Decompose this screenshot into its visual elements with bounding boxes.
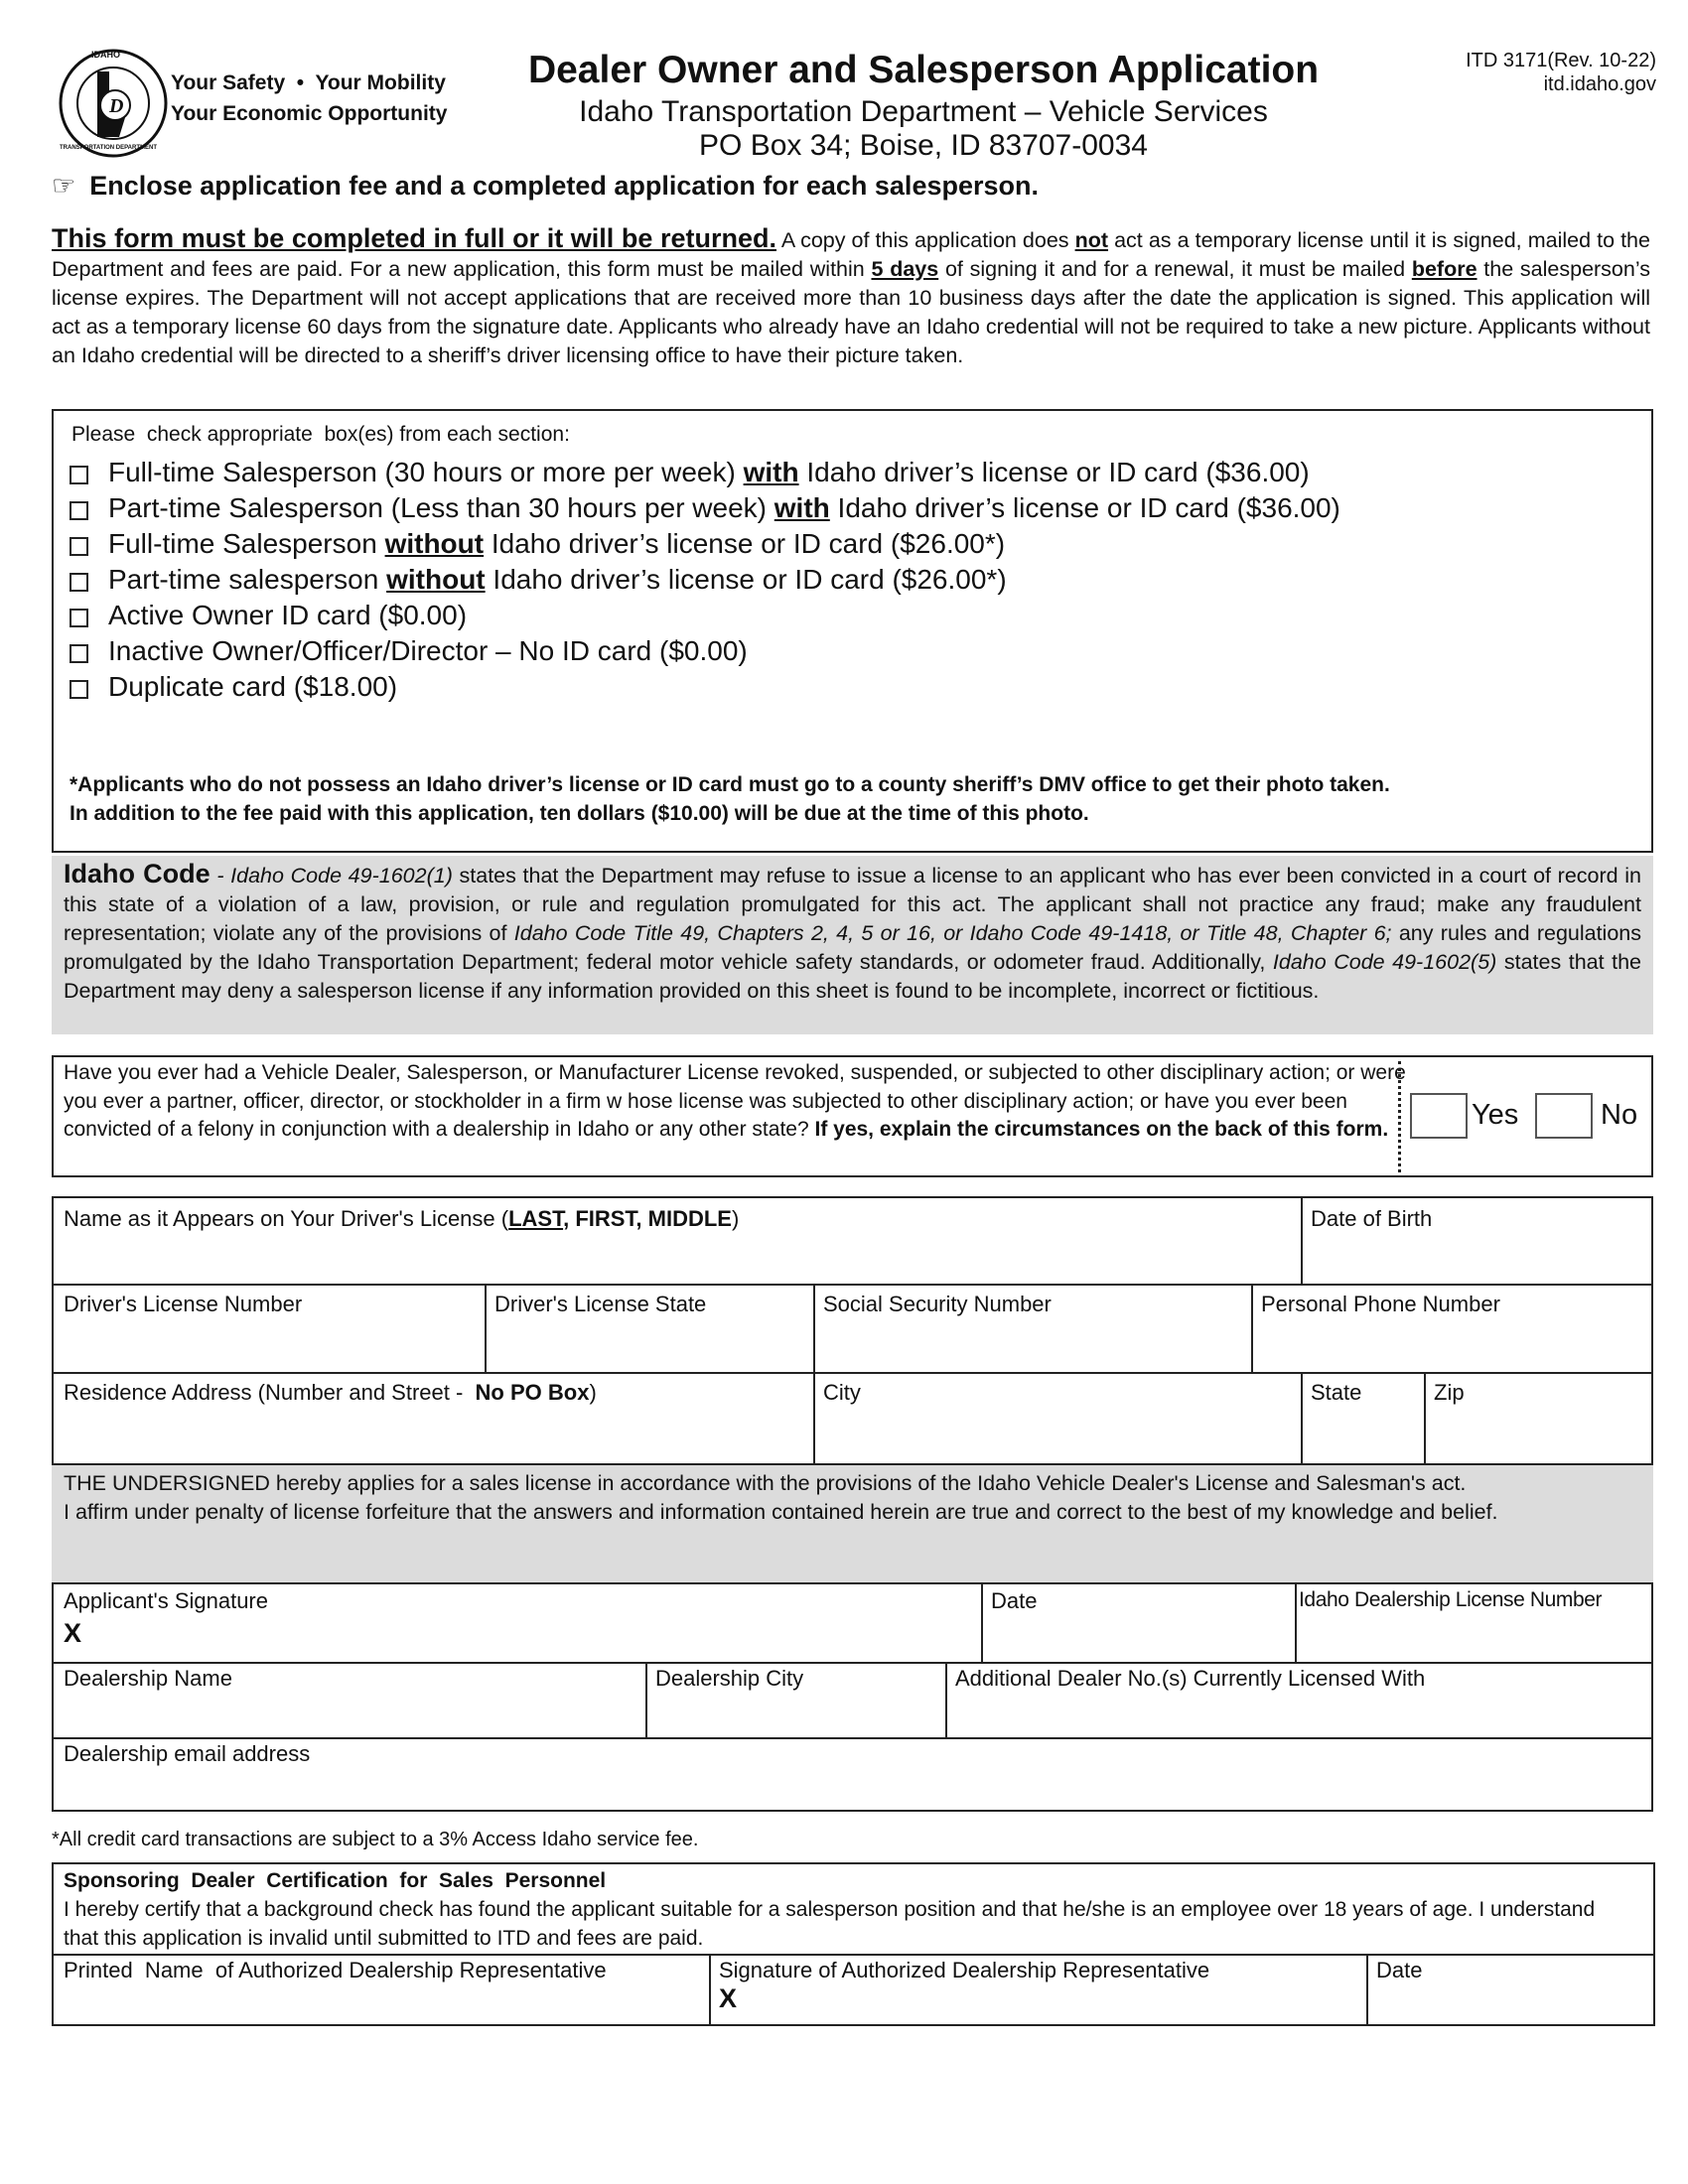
intro-before: before (1411, 257, 1477, 281)
options-list (70, 455, 1340, 705)
pointing-hand-icon: ☞ (52, 171, 76, 201)
intro-p2: act as a temporary license until it is signed, mailed to the Department and fees are paid. For a new application, this form must be mailed within (52, 228, 1650, 281)
option-emphasis: with (774, 492, 830, 523)
tagline-line1: Your Safety • Your Mobility (171, 71, 446, 94)
idaho-code-dash: - (210, 864, 231, 887)
city-label: City (823, 1380, 861, 1405)
address-field[interactable] (54, 1372, 813, 1463)
option-fulltime-without-license[interactable] (70, 526, 1340, 562)
idaho-code-cite3: Idaho Code 49-1602(5) (1272, 950, 1497, 974)
dealership-email-field[interactable] (54, 1737, 1651, 1810)
enclose-note-text: Enclose application fee and a completed application for each salesperson. (89, 171, 1039, 201)
representative-x-mark: X (719, 1983, 738, 2013)
checkbox[interactable] (70, 466, 88, 484)
intro-p4: the salesperson’s license expires. The Department will not accept applications that are received more than 10 business days after the date the application is signed. This application will act as a temporary license 60 days from the signature date. Applicants who already have an Idaho credential will not be required to take a new picture. Applicants without an Idaho credential will be directed to a sheriff’s driver licensing office to have their picture taken. (52, 257, 1650, 367)
option-text: Idaho driver’s license or ID card ($36.00) (829, 492, 1340, 523)
additional-dealer-label: Additional Dealer No.(s) Currently Licensed With (955, 1666, 1426, 1691)
intro-p3: of signing it and for a renewal, it must be mailed (938, 257, 1412, 281)
option-text: Active Owner ID card ($0.00) (108, 600, 468, 630)
idaho-code-text2: any rules and regulations promulgated by the Idaho Transportation Department; federal motor vehicle safety standards, or odometer fraud. Additionally, (64, 921, 1642, 974)
name-label: Name as it Appears on Your Driver's License ( (64, 1206, 509, 1231)
printed-name-label: Printed Name of Authorized Dealership Representative (64, 1958, 607, 1982)
intro-paragraph (52, 224, 1650, 370)
option-emphasis: without (386, 564, 486, 595)
checkbox[interactable] (70, 644, 88, 663)
applicant-signature-field[interactable] (54, 1584, 981, 1662)
signature-date-field[interactable] (981, 1584, 1295, 1662)
signature-grid (52, 1582, 1653, 1812)
ssn-label: Social Security Number (823, 1292, 1052, 1316)
credit-card-fee-note: *All credit card transactions are subject to a 3% Access Idaho service fee. (52, 1829, 699, 1850)
yes-checkbox[interactable] (1410, 1093, 1468, 1139)
intro-not: not (1074, 228, 1109, 252)
dl-number-field[interactable] (54, 1284, 485, 1372)
logo-text-bottom: TRANSPORTATION DEPARTMENT (60, 145, 157, 151)
option-text: Part-time Salesperson (Less than 30 hours per week) (108, 492, 774, 523)
phone-field[interactable] (1251, 1284, 1651, 1372)
page-subtitle: Idaho Transportation Department – Vehicle Services (579, 95, 1268, 128)
name-label-rest: , FIRST, MIDDLE (563, 1206, 732, 1231)
address-label-bold: No PO Box (475, 1380, 590, 1405)
representative-date-label: Date (1376, 1958, 1423, 1982)
options-footnote (70, 770, 1390, 828)
option-parttime-without-license[interactable] (70, 562, 1340, 598)
signature-date-label: Date (991, 1588, 1038, 1613)
intro-p1: A copy of this application does (776, 228, 1075, 252)
enclose-note (52, 171, 1039, 202)
dob-label: Date of Birth (1311, 1206, 1433, 1231)
dealership-name-label: Dealership Name (64, 1666, 232, 1691)
question-bold: If yes, explain the circumstances on the back of this form. (814, 1118, 1389, 1141)
itd-logo (58, 48, 169, 159)
option-text: Idaho driver’s license or ID card ($26.00*) (485, 564, 1007, 595)
affirmation-section (52, 1465, 1653, 1582)
zip-label: Zip (1434, 1380, 1465, 1405)
option-active-owner[interactable] (70, 598, 1340, 633)
page-title: Dealer Owner and Salesperson Application (527, 49, 1320, 91)
option-duplicate-card[interactable] (70, 669, 1340, 705)
dl-number-label: Driver's License Number (64, 1292, 303, 1316)
footnote-line2: In addition to the fee paid with this application, ten dollars ($10.00) will be due at the time of this photo. (70, 802, 1089, 825)
option-text: Full-time Salesperson (30 hours or more per week) (108, 457, 744, 487)
name-field[interactable] (54, 1198, 1301, 1284)
idaho-code-text3: states that the Department may deny a salesperson license if any information provided on this sheet is found to be incomplete, incorrect or fictitious. (64, 950, 1641, 1003)
checkbox[interactable] (70, 573, 88, 592)
applicant-info-grid (52, 1196, 1653, 1465)
option-text: Part-time salesperson (108, 564, 387, 595)
printed-name-field[interactable] (54, 1954, 709, 2024)
website: itd.idaho.gov (1543, 73, 1656, 95)
idaho-code-section (52, 856, 1653, 1034)
footnote-line1: *Applicants who do not possess an Idaho driver’s license or ID card must go to a county sheriff’s DMV office to get their photo taken. (70, 773, 1390, 796)
idaho-code-cite2: Idaho Code Title 49, Chapters 2, 4, 5 or 16, or Idaho Code 49-1418, or Title 48, Chapter 6; (513, 921, 1392, 945)
dealership-city-label: Dealership City (655, 1666, 804, 1691)
address-label: Residence Address (Number and Street - (64, 1380, 476, 1405)
address-label-end: ) (589, 1380, 597, 1405)
representative-signature-label: Signature of Authorized Dealership Representative (719, 1958, 1210, 1982)
representative-date-field[interactable] (1366, 1954, 1653, 2024)
affirm-line1: THE UNDERSIGNED hereby applies for a sales license in accordance with the provisions of the Idaho Vehicle Dealer's License and Salesman's act. (64, 1471, 1467, 1495)
sponsor-certification-section (52, 1862, 1655, 2026)
dealership-email-label: Dealership email address (64, 1741, 311, 1766)
signature-x-mark: X (64, 1618, 82, 1648)
affirm-line2: I affirm under penalty of license forfeiture that the answers and information contained herein are true and correct to the best of my knowledge and belief. (64, 1500, 1498, 1524)
logo-text-top: IDAHO (91, 50, 120, 60)
option-fulltime-with-license[interactable] (70, 455, 1340, 490)
no-label: No (1601, 1099, 1638, 1131)
checkbox[interactable] (70, 680, 88, 699)
option-inactive-owner[interactable] (70, 633, 1340, 669)
checkbox[interactable] (70, 609, 88, 627)
zip-field[interactable] (1424, 1372, 1651, 1463)
dealership-name-field[interactable] (54, 1662, 645, 1737)
option-text: Idaho driver’s license or ID card ($26.00*) (484, 528, 1006, 559)
checkbox[interactable] (70, 501, 88, 520)
option-text: Inactive Owner/Officer/Director – No ID card ($0.00) (108, 635, 748, 666)
dealer-license-label: Idaho Dealership License Number (1299, 1588, 1603, 1611)
disciplinary-question-section (52, 1055, 1653, 1177)
idaho-code-text1: states that the Department may refuse to issue a license to an applicant who has ever been convicted in a court of record in this state of a violation of a law, provision, or rule and regulation promulgated for this act. The applicant shall not practice any fraud; make any fraudulent representation; violate any of the provisions of (64, 864, 1642, 945)
option-text: Full-time Salesperson (108, 528, 385, 559)
sponsor-title: Sponsoring Dealer Certification for Sales Personnel (64, 1869, 607, 1892)
dealership-city-field[interactable] (645, 1662, 945, 1737)
license-options-section (52, 409, 1653, 853)
svg-text:D: D (109, 95, 124, 117)
checkbox[interactable] (70, 537, 88, 556)
idaho-code-cite1: Idaho Code 49-1602(1) (230, 864, 453, 887)
name-label-last: LAST (508, 1206, 564, 1231)
question-divider (1398, 1061, 1401, 1172)
idaho-code-label: Idaho Code (64, 859, 211, 888)
question-text (64, 1059, 1424, 1145)
sponsor-text: I hereby certify that a background check has found the applicant suitable for a salesperson position and that he/she is an employee over 18 years of age. I understand that this application is invalid until submitted to ITD and fees are paid. (64, 1898, 1596, 1950)
intro-lead: This form must be completed in full or it will be returned. (52, 223, 776, 253)
option-parttime-with-license[interactable] (70, 490, 1340, 526)
option-text: Idaho driver’s license or ID card ($36.00) (798, 457, 1310, 487)
sponsor-text-block (64, 1866, 1632, 1953)
dl-state-label: Driver's License State (494, 1292, 707, 1316)
additional-dealer-field[interactable] (945, 1662, 1651, 1737)
intro-days: 5 days (871, 257, 939, 281)
options-instruction: Please check appropriate box(es) from each section: (71, 423, 570, 446)
ssn-field[interactable] (813, 1284, 1251, 1372)
option-emphasis: without (384, 528, 485, 559)
agency-address: PO Box 34; Boise, ID 83707-0034 (699, 129, 1148, 162)
representative-signature-field[interactable] (709, 1954, 1366, 2024)
form-number: ITD 3171(Rev. 10-22) (1466, 50, 1656, 71)
state-label: State (1311, 1380, 1362, 1405)
city-field[interactable] (813, 1372, 1301, 1463)
dl-state-field[interactable] (485, 1284, 813, 1372)
option-text: Duplicate card ($18.00) (108, 671, 398, 702)
state-field[interactable] (1301, 1372, 1424, 1463)
dob-field[interactable] (1301, 1198, 1651, 1284)
option-emphasis: with (743, 457, 799, 487)
signature-label: Applicant's Signature (64, 1588, 268, 1613)
no-checkbox[interactable] (1535, 1093, 1593, 1139)
dealer-license-number-field[interactable] (1295, 1584, 1651, 1662)
yes-label: Yes (1472, 1099, 1519, 1131)
name-label-end: ) (731, 1206, 740, 1231)
question-body: Have you ever had a Vehicle Dealer, Salesperson, or Manufacturer License revoked, suspended, or subjected to other disciplinary action; or were you ever a partner, officer, director, or stockholder in a firm w hose license was subjected to other disciplinary action; or have you ever been convicted of a felony in conjunction with a dealership in Idaho or any other state? (64, 1061, 1406, 1141)
phone-label: Personal Phone Number (1261, 1292, 1500, 1316)
tagline-line2: Your Economic Opportunity (171, 102, 448, 125)
